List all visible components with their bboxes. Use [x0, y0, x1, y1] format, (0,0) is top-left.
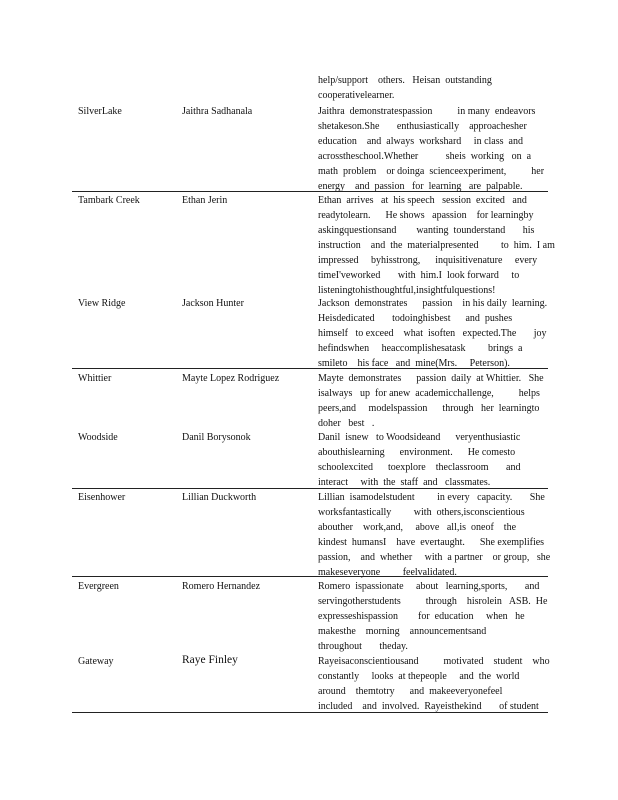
school-name: SilverLake [78, 106, 122, 117]
student-name: Romero Hernandez [182, 581, 261, 592]
description-line: Mayte demonstrates passion daily at Whittier. She [318, 373, 544, 384]
description-line: worksfantastically with others,isconscientious [318, 507, 525, 518]
description-line: instruction and the materialpresented to him. I am [318, 240, 555, 251]
description-line: kindest humansI have evertaught. She exemplifies [318, 537, 545, 548]
description-line: acrosstheschool.Whether sheis working on a [318, 151, 532, 162]
school-name: Woodside [78, 432, 118, 443]
description-line: Danil isnew to Woodsideand veryenthusiastic [318, 432, 521, 443]
description-line: included and involved. Rayeisthekind of student [318, 701, 539, 712]
description-line: passion, and whether with a partner or group, she [318, 552, 551, 563]
row-divider [72, 712, 548, 713]
student-description [318, 296, 558, 371]
description-line: makeseveryone feelvalidated. [318, 567, 457, 578]
description-line: makesthe morning announcementsand [318, 626, 487, 637]
description-line: interact with the staff and classmates. [318, 477, 491, 488]
description-line: hefindswhen heaccomplishesatask brings a [318, 343, 523, 354]
description-line: Romero ispassionate about learning,sports, and [318, 581, 540, 592]
student-name: Jaithra Sadhanala [182, 106, 253, 117]
description-line: Heisdedicated todoinghisbest and pushes [318, 313, 513, 324]
student-description [318, 104, 558, 194]
description-line: Jackson demonstrates passion in his daily learning. [318, 298, 548, 309]
student-name: Jackson Hunter [182, 298, 244, 309]
description-line: Rayeisaconscientiousand motivated student who [318, 656, 550, 667]
school-name: Evergreen [78, 581, 119, 592]
description-line: throughout theday. [318, 641, 408, 652]
student-name: Ethan Jerin [182, 195, 228, 206]
school-name: Tambark Creek [78, 195, 140, 206]
student-description [318, 430, 558, 490]
row-divider [72, 191, 548, 192]
description-line: Ethan arrives at his speech session excited and [318, 195, 527, 206]
description-line: listeningtohisthoughtful,insightfulquestions! [318, 285, 496, 296]
description-line: around themtotry and makeeveryonefeel [318, 686, 503, 697]
description-line: timeI'veworked with him.I look forward to [318, 270, 520, 281]
student-description [318, 654, 558, 714]
description-line: abouthislearning environment. He comesto [318, 447, 516, 458]
description-line: expresseshispassion for education when he [318, 611, 525, 622]
description-line: himself to exceed what isoften expected.The joy [318, 328, 547, 339]
student-name: Lillian Duckworth [182, 492, 257, 503]
description-line: Lillian isamodelstudent in every capacity. She [318, 492, 545, 503]
row-divider [72, 368, 548, 369]
student-name: Raye Finley [182, 654, 238, 666]
student-description [318, 193, 558, 298]
description-line: impressed byhisstrong, inquisitivenature every [318, 255, 538, 266]
school-name: Gateway [78, 656, 114, 667]
description-line: energy and passion for learning are palpable. [318, 181, 523, 192]
description-line: education and always workshard in class and [318, 136, 523, 147]
description-line: schoolexcited toexplore theclassroom and [318, 462, 521, 473]
description-line: servingotherstudents through hisrolein ASB. He [318, 596, 548, 607]
description-line: help/support others. Heisan outstanding [318, 75, 492, 86]
row-divider [72, 488, 548, 489]
continued-description [318, 73, 558, 103]
row-divider [72, 576, 548, 577]
student-name: Danil Borysonok [182, 432, 251, 443]
description-line: constantly looks at thepeople and the world [318, 671, 520, 682]
description-line: askingquestionsand wanting tounderstand his [318, 225, 535, 236]
description-line: smileto his face and mine(Mrs. Peterson). [318, 358, 510, 369]
description-line: Jaithra demonstratespassion in many endeavors [318, 106, 536, 117]
student-description [318, 371, 558, 431]
description-line: shetakeson.She enthusiastically approachesher [318, 121, 527, 132]
school-name: Whittier [78, 373, 112, 384]
student-description [318, 490, 558, 580]
description-line: math problem or doinga scienceexperiment, her [318, 166, 545, 177]
description-line: isalways up for anew academicchallenge, helps [318, 388, 540, 399]
description-line: readytolearn. He shows apassion for learningby [318, 210, 534, 221]
description-line: cooperativelearner. [318, 90, 395, 101]
description-line: doher best . [318, 418, 375, 429]
student-description [318, 579, 558, 654]
school-name: Eisenhower [78, 492, 126, 503]
school-name: View Ridge [78, 298, 126, 309]
description-line: peers,and modelspassion through her learningto [318, 403, 540, 414]
student-name: Mayte Lopez Rodriguez [182, 373, 280, 384]
description-line: abouther work,and, above all,is oneof the [318, 522, 517, 533]
